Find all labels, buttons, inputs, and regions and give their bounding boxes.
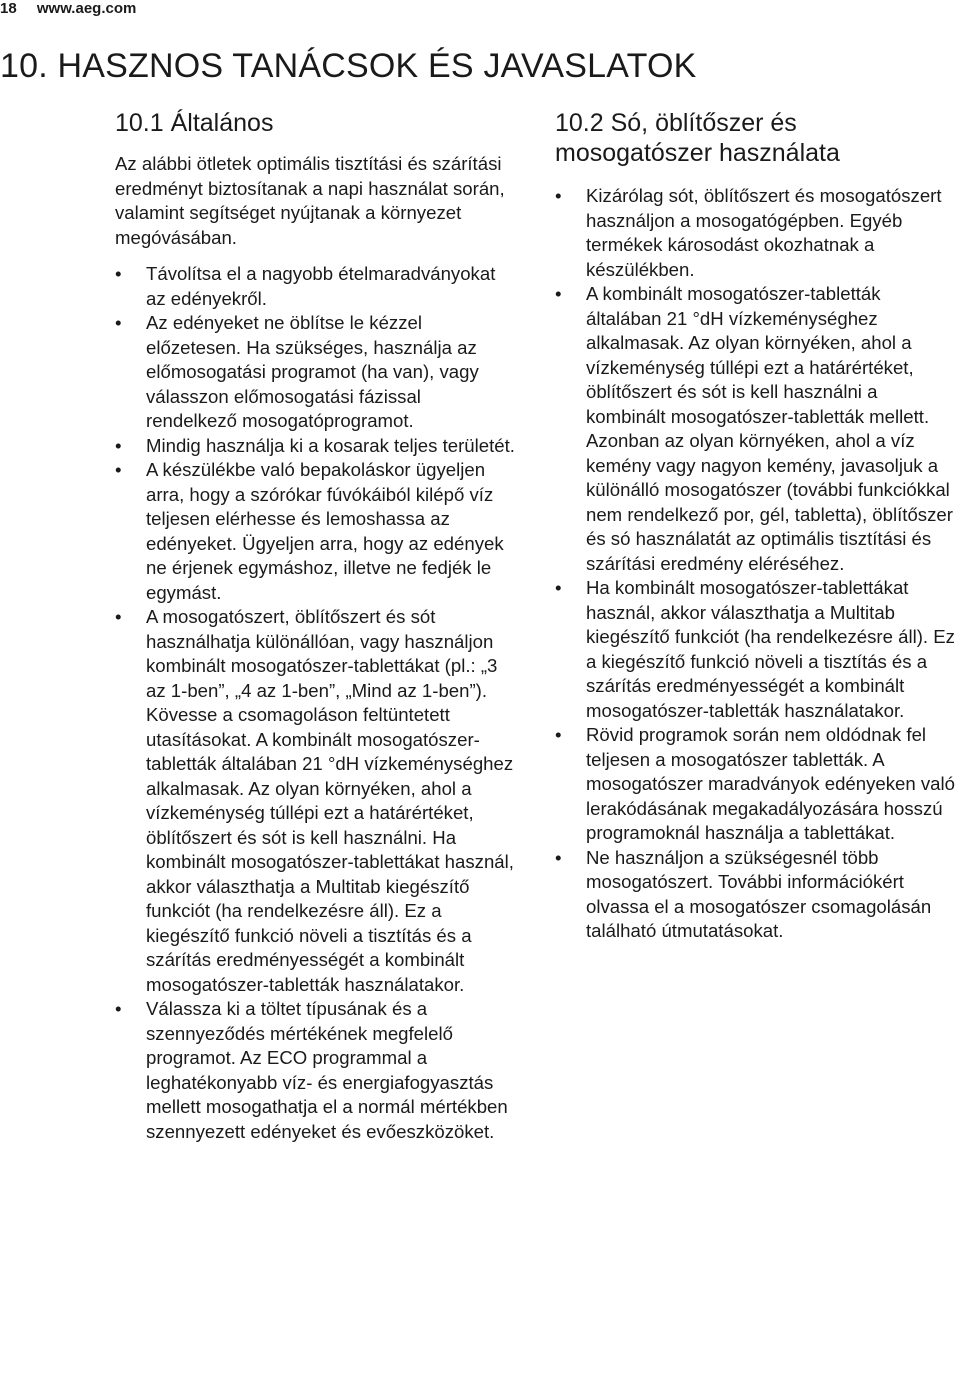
- list-item-text: Ha kombinált mosogatószer-tablettákat használ, akkor választhatja a Multitab kiegészítő funkciót (ha rendelkezésre áll). Ez a kiegészítő funkció növeli a tisztítás és a szárítás eredményességét a kombinált mosogatószer-tabletták használatakor.: [586, 577, 955, 721]
- list-item-text: Mindig használja ki a kosarak teljes területét.: [146, 434, 515, 456]
- list-item-text: Kizárólag sót, öblítőszert és mosogatószert használjon a mosogatógépben. Egyéb termékek károsodást okozhatnak a készülékben.: [586, 185, 942, 280]
- bullet-icon: •: [555, 185, 562, 206]
- chapter-title: 10. HASZNOS TANÁCSOK ÉS JAVASLATOK: [0, 47, 697, 85]
- list-item-text: Az edényeket ne öblítse le kézzel előzetesen. Ha szükséges, használja az előmosogatási programot (ha van), vagy válasszon előmosogatási fázissal rendelkező mosogatóprogramot.: [146, 312, 479, 431]
- list-item: [115, 605, 515, 997]
- list-item: [555, 846, 960, 944]
- list-item: [555, 184, 960, 282]
- general-tips-list: [115, 262, 515, 1144]
- bullet-icon: •: [115, 459, 122, 480]
- list-item-text: Válassza ki a töltet típusának és a szennyeződés mértékének megfelelő programot. Az ECO programmal a leghatékonyabb víz- és energiafogyasztás mellett mosogathatja el a normál mértékben szennyezett edényeket és evőeszközöket.: [146, 998, 508, 1142]
- bullet-icon: •: [555, 283, 562, 304]
- section-intro: Az alábbi ötletek optimális tisztítási és szárítási eredményt biztosítanak a napi használat során, valamint segítséget nyújtanak a környezet megóvásában.: [115, 153, 505, 248]
- list-item-text: Ne használjon a szükségesnél több mosogatószert. További információkért olvassa el a mosogatószer csomagolásán található útmutatásokat.: [586, 846, 932, 941]
- list-item-text: Rövid programok során nem oldódnak fel teljesen a mosogatószer tabletták. A mosogatószer maradványok edényeken való lerakódásának megakadályozására hosszú programoknál használja a tablettákat.: [586, 724, 955, 843]
- detergent-tips-list: [555, 184, 960, 944]
- bullet-icon: •: [115, 606, 122, 627]
- header-url: www.aeg.com: [36, 0, 137, 17]
- list-item-text: Távolítsa el a nagyobb ételmaradványokat az edényekről.: [146, 263, 496, 309]
- page-header: [0, 0, 136, 20]
- left-column: [115, 108, 515, 1144]
- list-item-text: A készülékbe való bepakoláskor ügyeljen arra, hogy a szórókar fúvókáiból kilépő víz teljesen elérhesse és lemoshassa az edényeket. Ügyeljen arra, hogy az edények ne érjenek egymáshoz, illetve ne fedjék le egymást.: [146, 459, 504, 603]
- list-item: [555, 576, 960, 723]
- section-title-general: 10.1 Általános: [115, 109, 274, 137]
- bullet-icon: •: [115, 998, 122, 1019]
- list-item-text: A mosogatószert, öblítőszert és sót használhatja különállóan, vagy használjon kombinált mosogatószer-tablettákat (pl.: „3 az 1-ben”, „4 az 1-ben”, „Mind az 1-ben”). Kövesse a csomagoláson feltüntetett utasításokat. A kombinált mosogatószer-tabletták általában 21 °dH vízkeménységhez alkalmasak. Az olyan környéken, ahol a vízkeménység túllépi ezt a határértéket, öblítőszert és sót is kell használni. Ha kombinált mosogatószer-tablettákat használ, akkor választhatja a Multitab kiegészítő funkciót (ha rendelkezésre áll). Ez a kiegészítő funkció növeli a tisztítás és a szárítás eredményességét a kombinált mosogatószer-tabletták használatakor.: [146, 606, 514, 995]
- list-item: [115, 458, 515, 605]
- section-title-salt-rinse-detergent: 10.2 Só, öblítőszer és mosogatószer használata: [555, 109, 840, 167]
- list-item: [115, 311, 515, 434]
- list-item-text: A kombinált mosogatószer-tabletták általában 21 °dH vízkeménységhez alkalmasak. Az olyan környéken, ahol a vízkeménység túllépi ezt a határértéket, öblítőszert és sót is kell használni a kombinált mosogatószer-tabletták mellett. Azonban az olyan környéken, ahol a víz kemény vagy nagyon kemény, javasoljuk a különálló mosogatószer (további funkciókkal nem rendelkező por, gél, tabletta), öblítőszer és só használatát az optimális tisztítási és szárítási eredmény eléréséhez.: [586, 283, 953, 574]
- bullet-icon: •: [115, 312, 122, 333]
- list-item: [115, 997, 515, 1144]
- list-item: [115, 262, 515, 311]
- list-item: [115, 434, 515, 459]
- list-item: [555, 723, 960, 846]
- bullet-icon: •: [115, 434, 122, 456]
- list-item: [555, 282, 960, 576]
- bullet-icon: •: [555, 577, 562, 598]
- bullet-icon: •: [555, 724, 562, 745]
- bullet-icon: •: [555, 846, 562, 868]
- page-number: 18: [0, 0, 17, 17]
- bullet-icon: •: [115, 263, 122, 284]
- right-column: [555, 108, 960, 944]
